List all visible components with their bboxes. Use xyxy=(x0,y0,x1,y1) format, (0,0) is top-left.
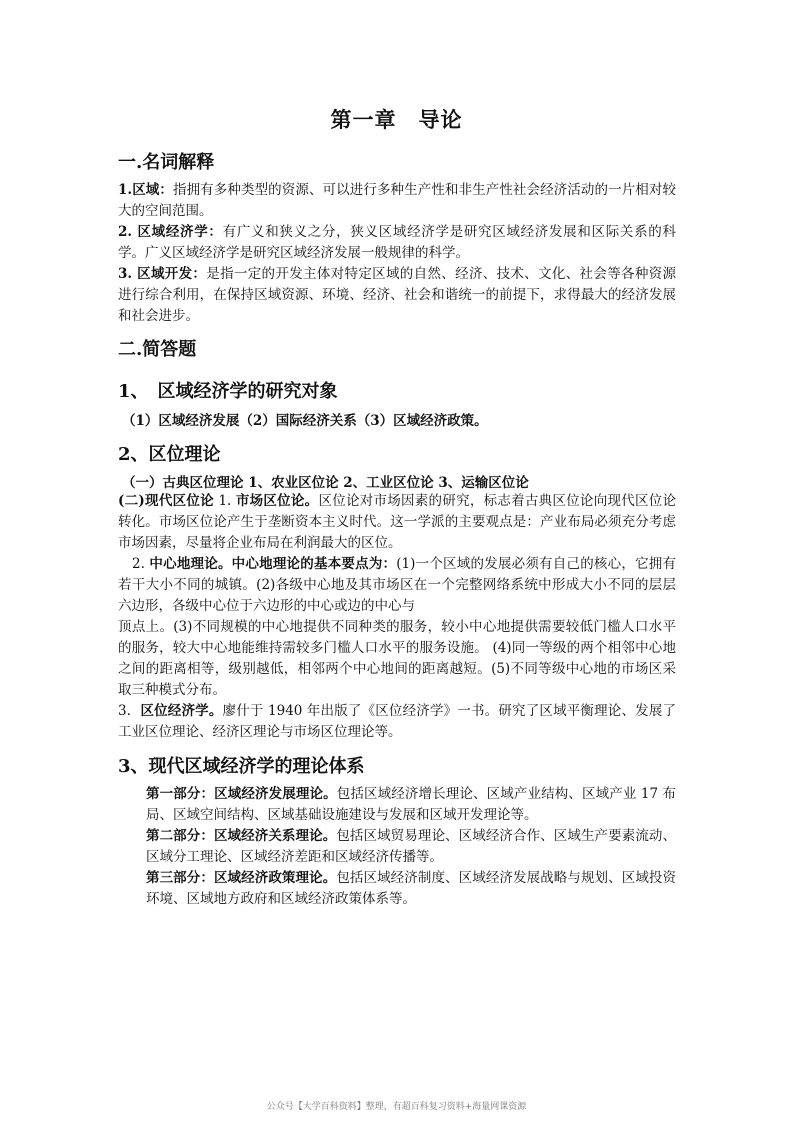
glossary-item-regional-development xyxy=(118,264,676,327)
location-economics-paragraph xyxy=(118,701,676,743)
section-heading-glossary: 一.名词解释 xyxy=(118,152,215,173)
section-heading-short-answer: 二.简答题 xyxy=(118,339,197,360)
answer-research-object: （1）区域经济发展（2）国际经济关系（3）区域经济政策。 xyxy=(122,413,488,429)
glossary-item-region xyxy=(118,180,676,222)
part-label: 第三部分： xyxy=(146,870,214,886)
item-number: 1. xyxy=(218,493,236,509)
glossary-item-regional-economics xyxy=(118,222,676,264)
classical-location-theory: （一）古典区位理论 1、农业区位论 2、工业区位论 3、运输区位论 xyxy=(122,475,529,491)
part-term: 区域经济政策理论。 xyxy=(213,870,337,886)
part-term: 区域经济发展理论。 xyxy=(214,786,337,802)
modern-location-label: (二)现代区位论 xyxy=(118,493,214,509)
market-location-theory-paragraph xyxy=(118,491,676,554)
theory-part-3 xyxy=(146,868,676,910)
central-place-text-a: (1)一个区域的发展必须有自己的核心，它拥有若干大小不同的城镇。(2)各级中心地及其市场区在一个完整网络系统中形成大小不同的层层六边形，各级中心位于六边形的中心或边的中心与 xyxy=(118,556,677,614)
item-number: 3． xyxy=(118,703,141,719)
glossary-definition: 有广义和狭义之分，狭义区域经济学是研究区域经济发展和区际关系的科学。广义区域经济学是研究区域经济发展一般规律的科学。 xyxy=(118,224,677,261)
part-label: 第二部分： xyxy=(146,828,214,844)
question-heading-location-theory: 2、区位理论 xyxy=(118,444,221,465)
part-text: 包括区域经济增长理论、区域产业结构、区域产业 17 布局、区域空间结构、区域基础设施建设与发展和区域开发理论等。 xyxy=(146,786,677,823)
glossary-definition: 指拥有多种类型的资源、可以进行多种生产性和非生产性社会经济活动的一片相对较大的空间范围。 xyxy=(118,182,676,219)
part-text: 包括区域贸易理论、区域经济合作、区域生产要素流动、区域分工理论、区域经济差距和区域经济传播等。 xyxy=(146,828,677,865)
glossary-definition: 是指一定的开发主体对特定区域的自然、经济、技术、文化、社会等各种资源进行综合利用，在保持区域资源、环境、经济、社会和谐统一的前提下，求得最大的经济发展和社会进步。 xyxy=(118,266,676,324)
question-heading-research-object: 1、 区域经济学的研究对象 xyxy=(118,381,338,402)
chapter-number: 第一章 xyxy=(330,107,397,132)
central-place-text-b: 顶点上。(3)不同规模的中心地提供不同种类的服务，较小中心地提供需要较低门槛人口水平的服务，较大中心地能维持需较多门槛人口水平的服务设施。 (4)同一等级的两个相邻中心地之间的距离相等，级别越低，相邻两个中心地间的距离越短。(5)不同等级中心地的市场区采取三种模式分布。 xyxy=(118,619,676,698)
chapter-title xyxy=(0,104,793,134)
page-footer: 公众号【大学百科资料】整理，有超百科复习资料+海量网课资源 xyxy=(266,1102,527,1112)
central-place-theory-paragraph xyxy=(118,554,676,617)
central-place-term: 中心地理论。中心地理论的基本要点为： xyxy=(149,556,397,572)
part-term: 区域经济关系理论。 xyxy=(213,828,337,844)
glossary-term: 3. 区域开发： xyxy=(118,266,207,282)
theory-part-2 xyxy=(146,826,676,868)
central-place-theory-paragraph-cont xyxy=(118,617,676,701)
item-number: 2. xyxy=(132,556,150,572)
theory-part-1 xyxy=(146,784,676,826)
glossary-term: 2. 区域经济学： xyxy=(118,224,223,240)
part-label: 第一部分： xyxy=(146,786,215,802)
part-text: 包括区域经济制度、区域经济发展战略与规划、区域投资环境、区域地方政府和区域经济政策体系等。 xyxy=(146,870,677,907)
market-location-text: 区位论对市场因素的研究，标志着古典区位论向现代区位论转化。市场区位论产生于垄断资本主义时代。这一学派的主要观点是：产业布局必须充分考虑市场因素，尽量将企业布局在利润最大的区位。 xyxy=(118,493,677,551)
glossary-term: 1.区域： xyxy=(118,182,173,198)
location-economics-term: 区位经济学。 xyxy=(140,703,223,719)
market-location-term: 市场区位论。 xyxy=(235,493,319,509)
chapter-name: 导论 xyxy=(418,107,463,132)
location-economics-text: 廖什于 1940 年出版了《区位经济学》一书。研究了区域平衡理论、发展了工业区位理论、经济区理论与市场区位理论等。 xyxy=(118,703,676,740)
question-heading-theory-system: 3、现代区域经济学的理论体系 xyxy=(118,756,365,777)
